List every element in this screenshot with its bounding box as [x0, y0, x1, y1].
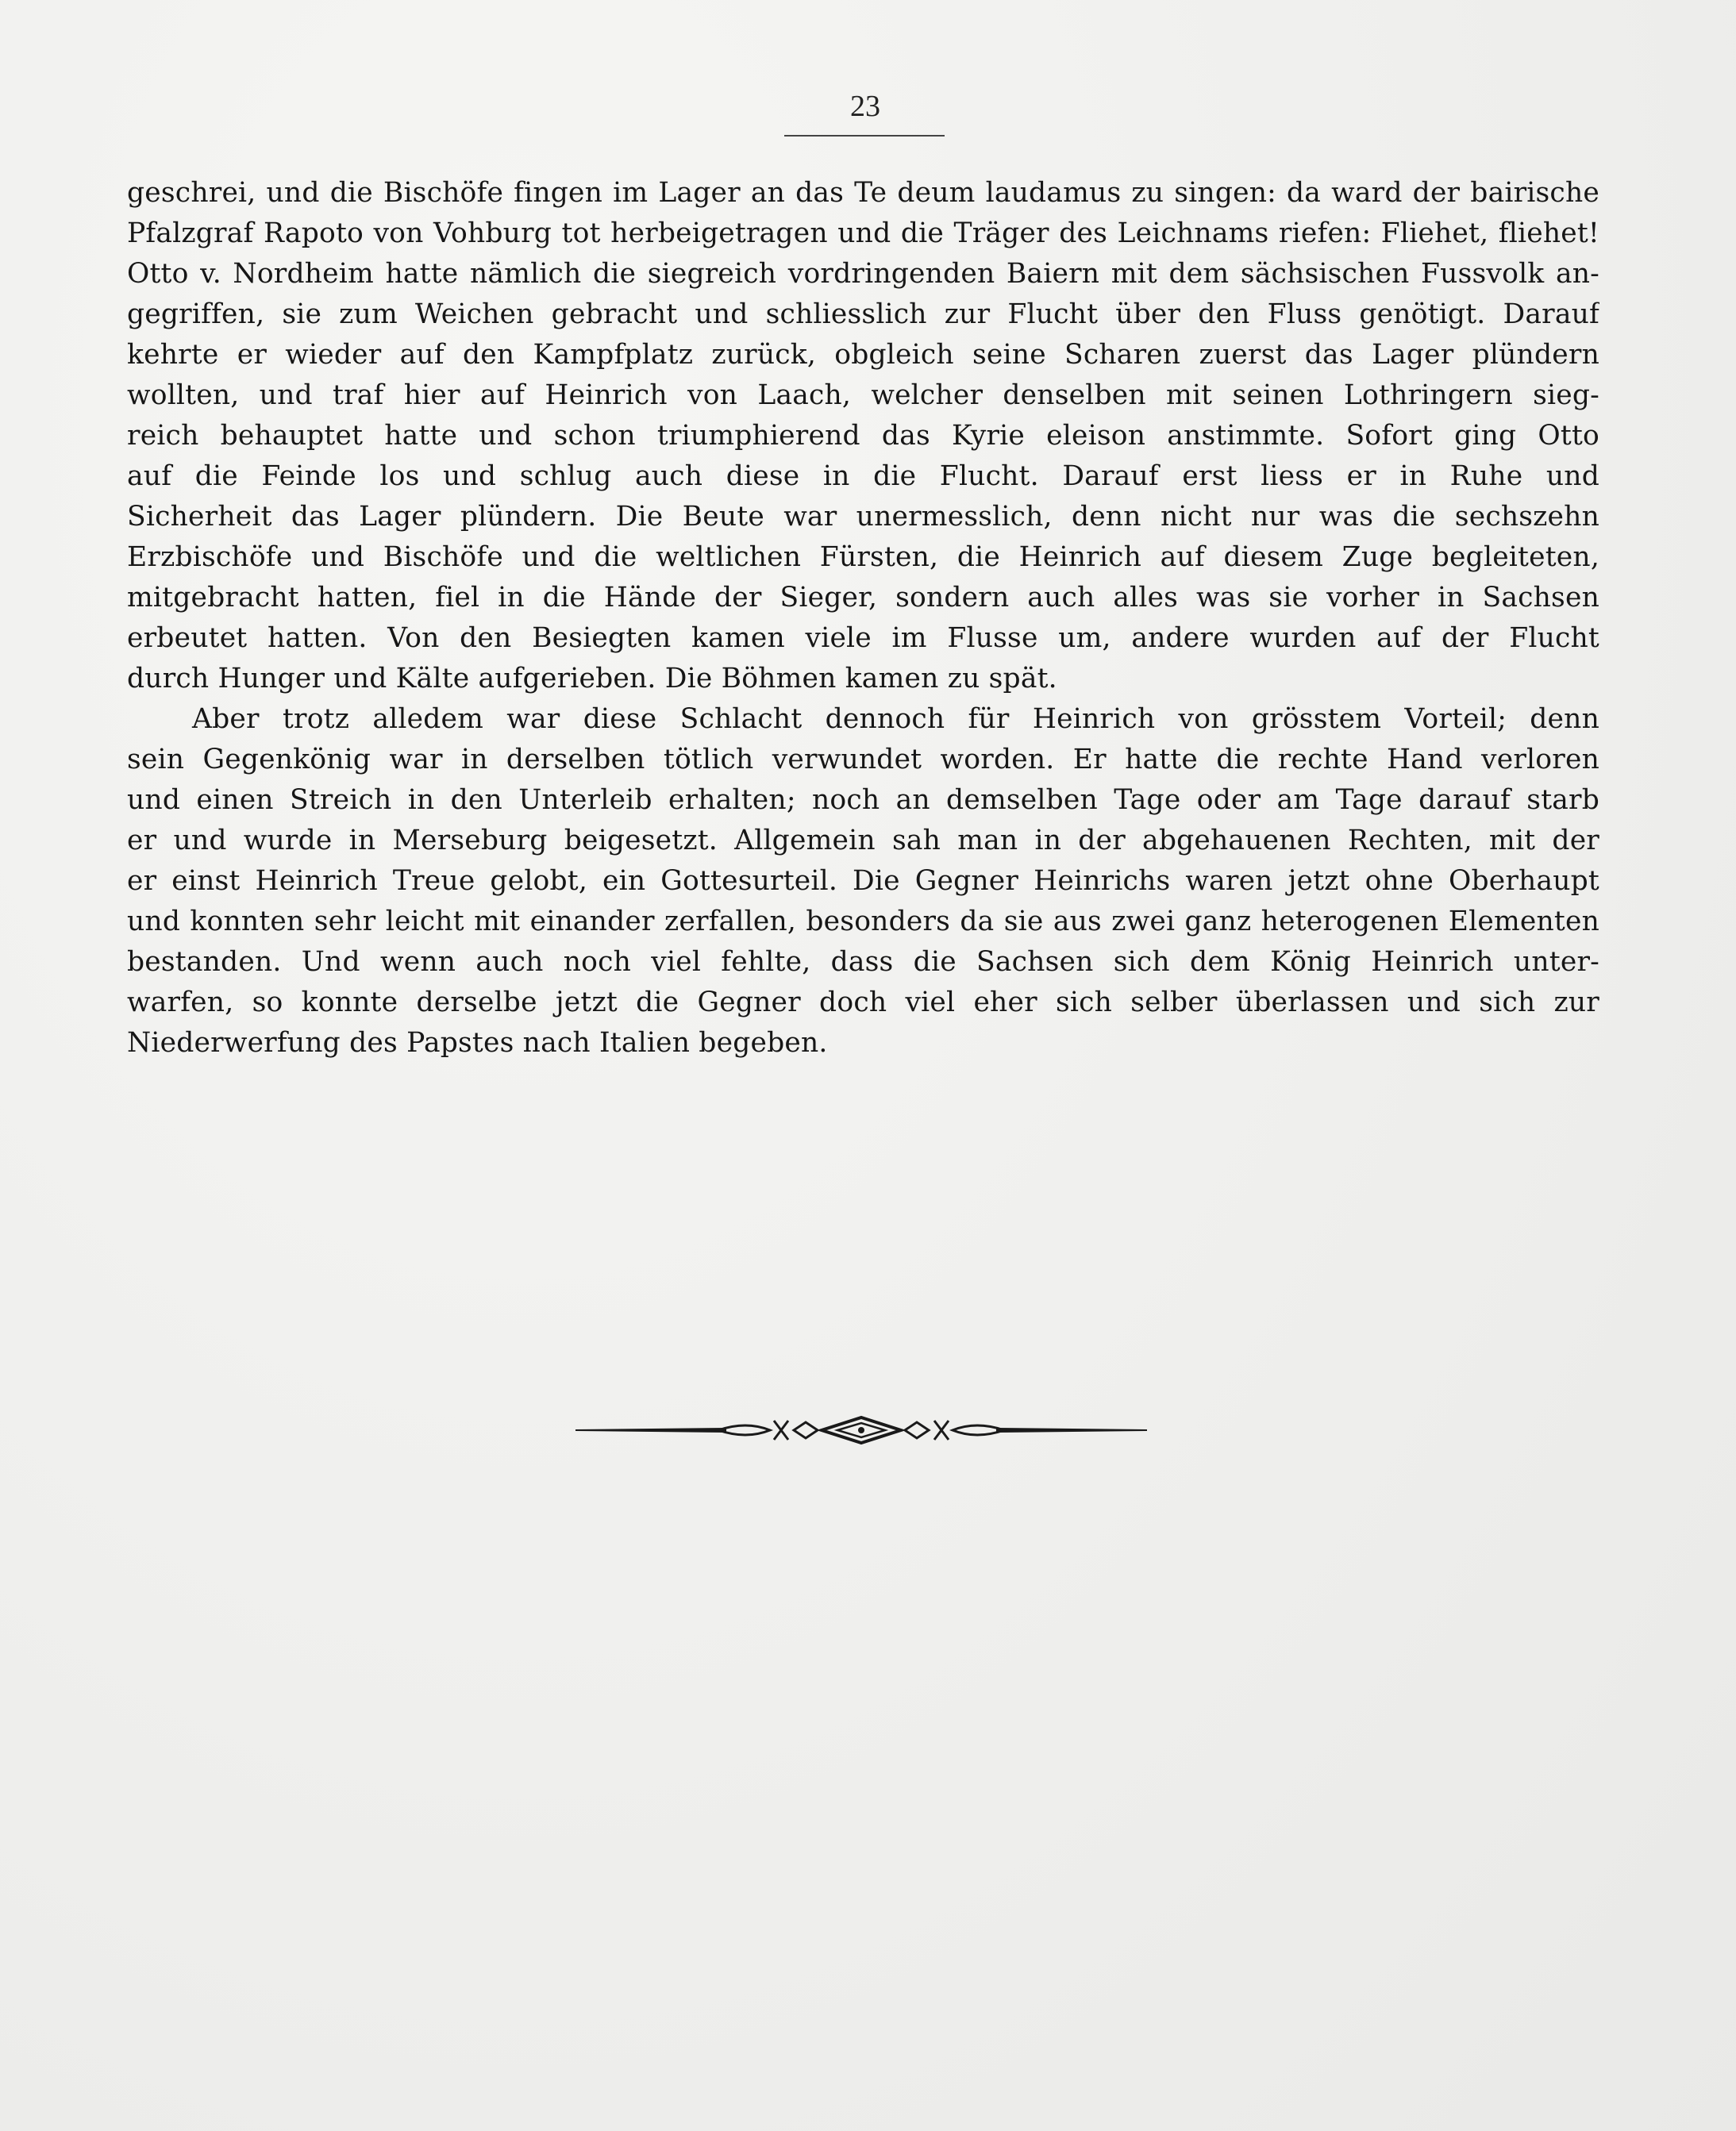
- ornamental-divider-icon: [575, 1414, 1147, 1446]
- text-line: erbeutet hatten. Von den Besiegten kamen viele im Flusse um, andere wurden auf der Flucht: [127, 622, 1599, 654]
- text-line: sein Gegenkönig war in derselben tötlich verwundet worden. Er hatte die rechte Hand verloren: [127, 744, 1599, 775]
- text-line: er einst Heinrich Treue gelobt, ein Gottesurteil. Die Gegner Heinrichs waren jetzt ohne Oberhaupt: [127, 865, 1599, 897]
- text-line: Sicherheit das Lager plündern. Die Beute war unermesslich, denn nicht nur was die sechszehn: [127, 501, 1599, 533]
- text-line: auf die Feinde los und schlug auch diese in die Flucht. Darauf erst liess er in Ruhe und: [127, 460, 1599, 492]
- text-line: warfen, so konnte derselbe jetzt die Gegner doch viel eher sich selber überlassen und sich zur: [127, 987, 1599, 1018]
- page-number: 23: [850, 90, 880, 123]
- text-line: reich behauptet hatte und schon triumphierend das Kyrie eleison anstimmte. Sofort ging Otto: [127, 420, 1599, 452]
- text-line: mitgebracht hatten, fiel in die Hände der Sieger, sondern auch alles was sie vorher in Sachsen: [127, 582, 1599, 614]
- text-line: bestanden. Und wenn auch noch viel fehlte, dass die Sachsen sich dem König Heinrich unter-: [127, 946, 1599, 978]
- text-line: und konnten sehr leicht mit einander zerfallen, besonders da sie aus zwei ganz heterogenen Elementen: [127, 906, 1599, 937]
- body-text: [127, 173, 1599, 1064]
- text-line: gegriffen, sie zum Weichen gebracht und schliesslich zur Flucht über den Fluss genötigt. Darauf: [127, 298, 1599, 330]
- page-number-rule: [784, 135, 945, 137]
- text-line: er und wurde in Merseburg beigesetzt. Allgemein sah man in der abgehauenen Rechten, mit der: [127, 825, 1599, 856]
- text-line: Erzbischöfe und Bischöfe und die weltlichen Fürsten, die Heinrich auf diesem Zuge begleiteten,: [127, 541, 1599, 573]
- text-line: Niederwerfung des Papstes nach Italien begeben.: [127, 1027, 828, 1059]
- text-line: wollten, und traf hier auf Heinrich von Laach, welcher denselben mit seinen Lothringern sieg-: [127, 379, 1599, 411]
- text-line: kehrte er wieder auf den Kampfplatz zurück, obgleich seine Scharen zuerst das Lager plündern: [127, 339, 1599, 371]
- paragraph-1: [127, 173, 1599, 699]
- text-line: und einen Streich in den Unterleib erhalten; noch an demselben Tage oder am Tage darauf starb: [127, 784, 1599, 816]
- text-line: Aber trotz alledem war diese Schlacht dennoch für Heinrich von grösstem Vorteil; denn: [192, 703, 1599, 735]
- text-line: Pfalzgraf Rapoto von Vohburg tot herbeigetragen und die Träger des Leichnams riefen: Fliehet, fliehet!: [127, 217, 1599, 249]
- text-line: Otto v. Nordheim hatte nämlich die siegreich vordringenden Baiern mit dem sächsischen Fussvolk an-: [127, 258, 1599, 290]
- text-line: geschrei, und die Bischöfe fingen im Lager an das Te deum laudamus zu singen: da ward der bairische: [127, 177, 1599, 209]
- text-line: durch Hunger und Kälte aufgerieben. Die Böhmen kamen zu spät.: [127, 663, 1057, 694]
- paragraph-2: [127, 699, 1599, 1064]
